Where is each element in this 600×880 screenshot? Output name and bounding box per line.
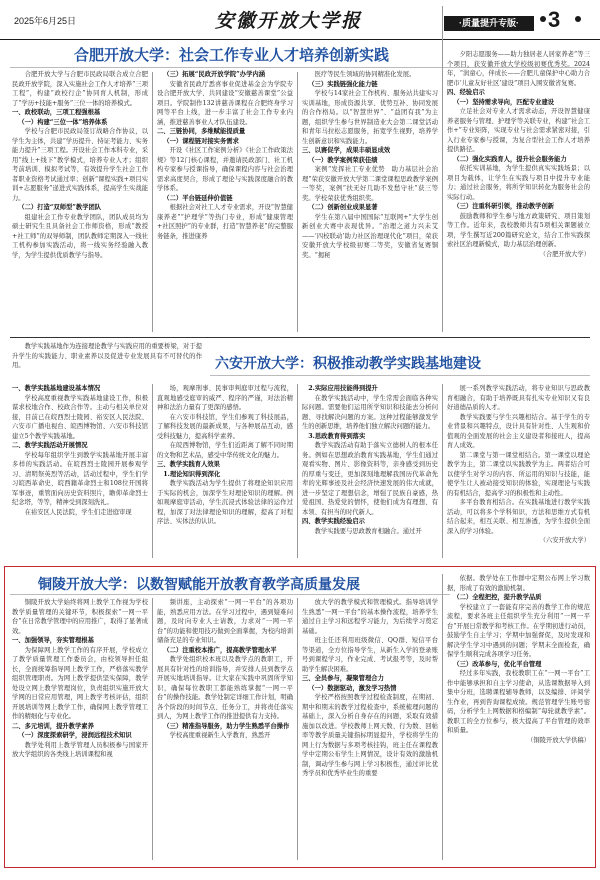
paragraph: 医疗等民生领域的协同精准化发展。 (314, 71, 416, 78)
subsection-heading: （三）改革参与，优化平台管理 (453, 660, 542, 668)
subsection-heading: （一）教学案例荣获佳绩 (308, 156, 378, 164)
article3-col4 (447, 574, 590, 864)
divider (442, 574, 443, 860)
divider (10, 594, 450, 595)
divider (297, 72, 298, 332)
section-heading: 三、全员参与，凝聚管理合力 (302, 675, 384, 682)
article3-col3 (302, 598, 438, 864)
section-heading: 一、教学实践基地建设基本情况 (12, 385, 101, 392)
subsection-heading: （三）拓展“民政开放学院”办学内涵 (163, 71, 265, 78)
paragraph: 为保障网上教学工作的有序开展，学校成立了教学质量管理工作委员会，由校领导担任组长，全面统筹指导网上教学工作，严格落实教学组织管理职责。为网上教学提供坚实保障，教学处设立网上教学管理岗位，负责组织实施开放大学网的日常应用管理，网上教学考核评估，组织开展培训等网上教学工作，确保网上教学管理工作的精细化与专业化。 (12, 646, 148, 720)
subsection-heading: 3.思政教育得到落实 (308, 432, 366, 440)
paragraph: 教学处利用上教学管理人员积极参与国家开放大学组织的各类线上培训课程和视 (12, 741, 148, 758)
section-heading: 三、以赛促学，成果丰硕显成效 (302, 147, 391, 154)
article2-col2 (157, 384, 293, 560)
source-credit: （六安开放大学） (539, 537, 590, 544)
article2-col1 (12, 384, 148, 560)
subsection-heading: 1.理论知识得到深化 (163, 470, 221, 478)
paragraph: 学校与合肥市民政局签订战略合作协议，以学生为主体，共建“学历提升、持证考能力、实务能力提升”三项工程。开设社会工作本科专业，采用“线上+线下”教学模式，培养专业人才；组织考前培训、模拟考试等，有效提升学生社会工作者职业资格考试通过率；创新“课程实践+项目实训+志愿服务”递进式实践体系，提高学生实战能力。 (12, 128, 148, 202)
subsection-heading: （三）实践链强化能力链 (308, 80, 378, 88)
subsection-heading: （三）精准指导服务，助力学生熟悉平台操作 (163, 722, 290, 730)
paragraph: 案例“发挥社工专业优势 助力基层社会治理”荣获安徽开放大学第二课堂课程思政教学案例一等奖，案例“扶无好几助不发愁守社”获三等奖。学校荣获优秀组织奖。 (302, 166, 438, 202)
subsection-heading: （一）数据驱动，激发学习热情 (308, 684, 397, 692)
paragraph: 依托实训基地，为学生提供真实实践场景；以项目为载体，让学生在实践与项目中提升专业能力；通过社会服务，将所学知识转化为服务社会的实际行动。 (447, 165, 590, 201)
subsection-heading: （一）深度探索研学，浸润远程技术知识 (18, 732, 132, 739)
section-badge: ·质量提升专版· (444, 16, 534, 31)
divider (297, 384, 298, 558)
paragraph: 多平台教育相结合。在实践基地进行教学实践活动，可以将多个学科知识，方法和思维方式有机结合起来，相互关联、相互渗透，为学生提供全面深入的学习体验。 (447, 499, 590, 535)
divider (442, 6, 443, 332)
subsection-heading: （一）坚持需求导向，匹配专业建设 (453, 98, 555, 106)
subsection-heading: （一）构建“三位一体”培养体系 (18, 118, 108, 126)
divider (297, 598, 298, 860)
page-number: 3 (548, 7, 561, 32)
article1-col2 (157, 70, 293, 334)
source-credit: （铜陵开放大学供稿） (527, 736, 590, 744)
subsection-heading: 2.实际应用技能得到提升 (308, 385, 378, 392)
paragraph: 在皖西博物馆，学生们近距离了解不同时期的文物和艺术品，感受中华传统文化的魅力。 (157, 442, 293, 459)
paragraph: 经过多年实践，我校教职工在“一网一平台”工作中能够承担和自主学习使命，从选课数据导入到集中分班，选聘课程辅导教师，以及编排、评阅学生作业，再到咨询课程成绩。规范管理学生账号密码，分析学生上网数据和格编制“每轮就教学素”。教职工的全方位参与，极大提高了平台管理的效率和质量。 (447, 670, 590, 734)
article1-col1 (12, 70, 148, 334)
paragraph: 学校建立了一套能有序完善的教学工作的规范流程，要求各班主任组织学生充分利用“一网一平台”开展日常教学和考核工作。在学期初进行动员，鼓励学生自主学习；学期中加强督促，及时发现和解决学生学习中遇到的问题；学期末全面检查，确保学生顺利完成各项学习任务。 (447, 603, 590, 658)
paragraph: 在六安市科技馆，学生们参观了科技展品，了解科技发展的最新成果，与各种展品互动，感受科技魅力，提高科学素养。 (157, 413, 293, 440)
divider (152, 72, 153, 332)
article3-col1 (12, 598, 148, 864)
subsection-heading: （三）注重科研引领，推动教学创新 (453, 203, 555, 210)
paragraph: 安徽省民政厅悉喜事业促进基金会为学院专设合肥开放大学、共同建设“安徽慈善课堂”公益项目。学院制作132讲慈善课程在合肥终身学习网等平台上线，进一步丰富了社会工作专业内涵，推进慈善事业人才队伍建设。 (157, 80, 293, 126)
section-heading: 一、政校联动，三项工程强根基 (12, 109, 101, 116)
article1-col4 (447, 50, 590, 334)
paragraph: 夕阳志愿服务——助力独居老人居家养老”等三个项目，获安徽开放大学校级初赛优秀奖。2024年，“润童心，伴成长——合肥儿童保护中心助力合肥市‘儿童友好社区’建设”项目入围安徽省复赛。 (447, 51, 590, 87)
article2-lead (12, 342, 202, 382)
dot-icon (540, 16, 546, 22)
paragraph: 学校每年组织学生到教学实践基地开展丰富多样的实践活动。在皖西烈士陵园开展参观学习、清明祭英烈等活动，活动过程中，学生们学习皖西革命史、皖西籍革命烈士和108位开国将军事迹，重管面向历史资料照片，瞻仰革命烈士纪念塔，等等，精神受到深刻洗礼。 (12, 451, 148, 506)
paragraph: 学校严格按照教学过程检查制度，在期初、期中和期末的教学过程检查中，系统梳理问题的基础上，深入分析自身存在的问题，采取有效措施加以改进。学校教师上网天数、行为数、回帖率等教学质量关键指标明显提升，学校将学生的网上行为数据与多项考核挂钩，班主任在课程教学中定期公布学生上网情况，设计有效的激励机制，调动学生参与网上学习积极性，通过评比优秀学员和优秀毕业生的重要 (302, 694, 438, 777)
masthead (0, 0, 600, 40)
paragraph: 学校高度重视新生入学教育，熟悉开 (169, 732, 271, 739)
subsection-heading: （二）创新创业成果显著 (308, 204, 378, 211)
section-heading: 三、教学实践育人效果 (157, 461, 220, 468)
divider (152, 598, 153, 860)
subsection-heading: （二）打造“双师型”教学团队 (18, 204, 102, 211)
article2-col4 (447, 384, 590, 560)
paragraph: 频讲座，主动探索“一网一平台”的各项功能，熟悉应用方法。在学习过程中，遇到疑难问题，及时向专业人士请教，力求对“一网一平台”的功能和使用技巧做到全面掌握，为校内培训储备充足的专业知识。 (157, 599, 293, 644)
subsection-heading: （一）课程链对接实务需求 (163, 137, 239, 145)
paragraph: 鼓励教师和学生参与地方政策研究、项目策划等工作。近年来，我校教师共有5项相关课题被立项，学生撰写近200篇研究论文，结合工作实践探索社区治理新模式，助力基层治理创新。 (447, 212, 590, 248)
section-heading: 四、经验启示 (447, 89, 485, 96)
paragraph: 第二课堂与第一课堂相结合。第一课堂以理论教学为主，第二课堂以实践教学为主。两者结合可以使学生对学习的内容、所运用的知识与技能，能使学生让人被动接受知识的体验，实现理论与实践的有机结合，提高学习的积极性和主动性。 (447, 451, 590, 497)
paragraph: 组建社会工作专业教学团队，团队成员均为硕士研究生且具备社会工作师资格，形成“教授+社工师”的双导师制，团队教师定期深入一线社工机构参加实践活动，将一线实务经验融入教学，为学生提供优质教学与指导。 (12, 213, 148, 259)
paragraph: 展一系列教学实践活动，将专业知识与思政教育相融合，有助于培养既具有扎实专业知识又有良好道德品质的人才。 (447, 385, 590, 411)
paragraph: 立足社会对专业人才需求动态，开设智慧健康养老服务与管理、护理学等关联专业，构建“社会工作+”专业矩阵，实现专业与社会需求紧密对接，引入行业专家参与授课，为复合型社会工作人才培养提供路径。 (447, 108, 590, 153)
subsection-heading: （二）平台链延伸价值链 (163, 194, 233, 202)
article2-lead-text: 教学实践基地作为连接理论教学与实践应用的重要桥梁，对于提升学生的实践能力、职业素养以及促进专业发展具有不可替代的作用。 (12, 343, 202, 369)
article3-title: 铜陵开放大学：以数智赋能开放教育教学高质量发展 (38, 577, 360, 593)
dot-icon (575, 16, 581, 22)
source-credit: （合肥开放大学） (539, 250, 590, 258)
subsection-heading: （二）全程把控，提升教学品质 (453, 594, 542, 601)
article1-col3 (302, 70, 438, 334)
section-heading: 一、加强领导，夯实管理根基 (12, 637, 94, 644)
issue-date: 2025年6月25日 (14, 16, 77, 26)
divider (210, 375, 590, 376)
article2-col3 (302, 384, 438, 560)
paragraph: 教学实践要与学生兴趣相结合。基于学生的专业背景和兴趣特点，设计具有针对性、人生观和价值观的全面发展的社会主义建设者和接班人，提高育人成效。 (447, 413, 590, 449)
paragraph: 依据。教学处在工作群中定期公布网上学习数据，形成了有效的激励机制。 (447, 575, 590, 592)
paragraph: 教学实践活动有助于落实立德树人的根本任务。例如在思想政治教育实践基地，学生们通过观看实物、图片、影像资料等，亲身感受到历史的厚重与变迁，更加深刻地理解我国历代革命先辈的光辉事迹及社会经济快速发展的伟大成就，进一步坚定了理想信念，增强了民族自豪感，热爱祖国、热爱党的情怀，使他们成为有理想、有本领、有担当的时代新人。 (302, 442, 438, 516)
section-heading: 四、教学实践经验启示 (302, 518, 365, 525)
paragraph: 在裕安区人民法院，学生们走进庭审现 (24, 508, 132, 516)
section-heading: 二、三链协同，多维赋能提质量 (157, 128, 246, 135)
paragraph: 学校高度重视教学实践基地建设工作，积极谋求校地合作、校政合作等。主动与相关单位对接，目前已在皖西烈士陵园、裕安区人民法院、六安市广播电视台、皖西博物馆、六安市科技馆建立5个教学实践基地。 (12, 394, 148, 440)
divider (152, 384, 153, 558)
paragraph: 班主任还利用班级微信、QQ群、短信平台等渠道，全方位指导学生，从新生入学的登录账号到课程学习，作业完成、考试报考等，及时帮助学生解决困难。 (302, 637, 438, 673)
paragraph: 开设《社区工作案例分析》《社会工作政策法规》等12门核心课程，并邀请民政部门、社工机构专家参与授课指导，确保课程内容与社会治理需求高度契合，形成了理论与实践深度融合的教学体系。 (157, 147, 293, 192)
paragraph: 根据社会对社工人才专业需求，开设“智慧健康养老”“护理学”等热门专业，形成“健康管理+社区照护”的专业群，打造“智慧养老”的完整服务链条，推进康养 (157, 204, 293, 240)
article2-title: 六安开放大学：积极推动教学实践基地建设 (215, 356, 481, 372)
article3-col2 (157, 598, 293, 864)
paragraph: 学生在第八届中国国际“互联网+”大学生创新创业大赛中表现优异。“治理之道力兴未艾——‘四校联动’助力社区治理现代化”项目，荣获安徽开放大学校级初赛二等奖，安徽省复赛铜奖。“揭秘 (302, 213, 438, 259)
paragraph: 场，观摩刑事、民事审判庭审过程与流程，直观地感受庭审的威严、程序的严谨，对法治精神和法治力量有了更深的感悟。 (157, 385, 293, 411)
paragraph: 放大学的教学模式和管理模式。指导培训学生熟悉“一网一平台”的基本操作流程，培养学生通过自主学习和远程学习能力，为后续学习奠定基础。 (302, 599, 438, 635)
newspaper-logo: 安徽开放大学报 (215, 10, 363, 32)
divider (442, 384, 443, 558)
section-heading: 二、教学实践活动开展情况 (12, 442, 88, 449)
paragraph: 合肥开放大学与合肥市民政局联合成立合肥民政开放学院，深入实施社会工作人才培养“三项工程”，构建“政校行企”协同育人机制，形成了“学历+技能+服务”三位一体的培养模式。 (12, 71, 148, 107)
paragraph: 教学处组织校本班以及教学点的教职工，开展具有针对性的培训指导，并安排人员到教学点开展实地培训指导。让大家在实践中巩固所学知识，确保每位教职工都能熟练掌握“一网一平台”的操作技能。教学处制定详细工作计划，明确各个阶段的时间节点、任务分工，并将责任落实到人，为网上教学工作的推进提供有力支持。 (157, 656, 293, 720)
subsection-heading: （二）强化实践育人，提升社会服务能力 (453, 155, 567, 163)
paragraph: 教学实践活动为学生提供了将理论知识应用于实际的机会，加深学生对理论知识的理解。例如观摩庭审活动，学生沉浸式体验法律的运作过程，加深了对法律理论知识的理解，提高了对程序法、实体法的认识。 (157, 480, 293, 525)
section-heading: 二、多元培训，提升教学素养 (12, 722, 94, 730)
divider (10, 337, 590, 338)
paragraph: 教学实践要与思政教育相融合。通过开 (314, 527, 422, 535)
paragraph: 学校与14家社会工作机构、服务站共建实习实训基地，形成资源共享、优势互补、协同发展的合作格局。以“智慧世界”、“益团有我”为主题，组织学生参与世界制造业大会第二课堂活动和青年马拉松志愿服务，拓宽学生视野，培养学生创新意识和实践能力。 (302, 90, 438, 145)
article1-title: 合肥开放大学：社会工作专业人才培养创新实践 (74, 46, 390, 64)
paragraph: 铜陵开放大学始终将网上教学工作视为学校教学质量管理的关键环节，积极探索“一网一平台”在日常教学管理中的应用推广，取得了显著成效。 (12, 599, 148, 635)
paragraph: 在教学实践活动中，学生常需会面临各种实际问题。需要他们运用所学知识和技能去分析问题、寻找解决问题的方案。这种过程能够激发学生的创新思维，培养他们独立解决问题的能力。 (302, 394, 438, 430)
subsection-heading: （二）注重校本推广，提高教学管理水平 (163, 646, 277, 654)
